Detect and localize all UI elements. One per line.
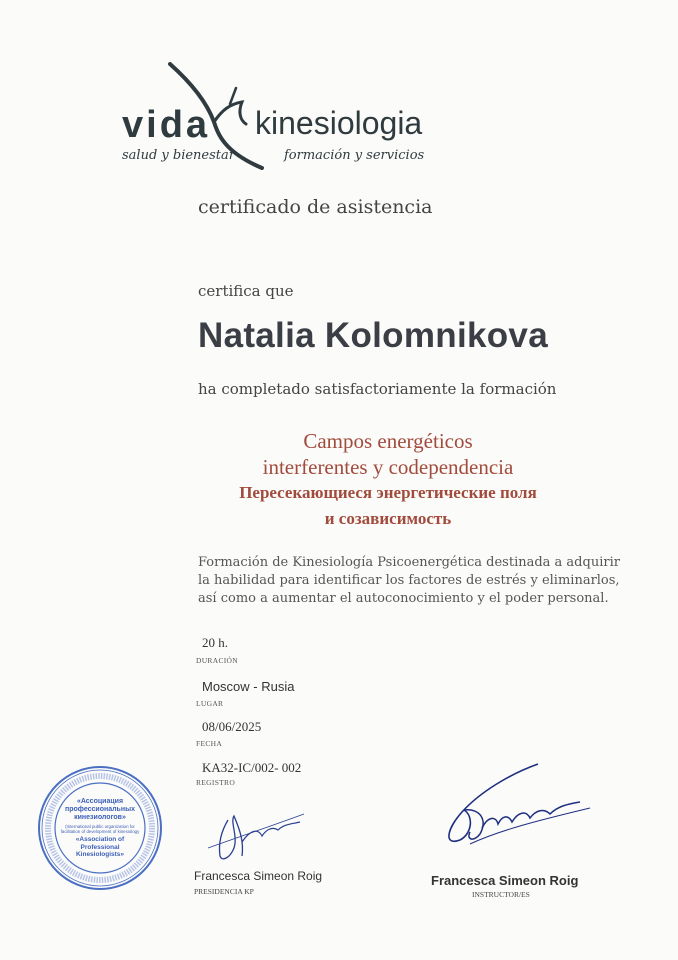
certificate-title: certificado de asistencia — [198, 196, 433, 218]
association-stamp — [36, 764, 164, 892]
stamp-line: кинезиологов» — [74, 814, 126, 821]
registry-value: KA32-IC/002- 002 — [202, 760, 302, 775]
course-title-ru-line1: Пересекающиеся энергетические поля — [239, 483, 537, 502]
vida-kinesiologia-logo — [118, 60, 438, 170]
place-label: LUGAR — [196, 699, 224, 708]
instructor-signature-icon — [440, 760, 600, 860]
description-line: Formación de Kinesiología Psicoenergética destinada a adquirir — [198, 555, 620, 570]
place-value: Moscow - Rusia — [202, 679, 295, 694]
date-label: FECHA — [196, 739, 223, 748]
course-title-es-line1: Campos energéticos — [303, 429, 473, 453]
description-line: así como a aumentar el autoconocimiento y el poder personal. — [198, 591, 609, 606]
duration-value: 20 h. — [202, 635, 228, 650]
stamp-text — [58, 798, 142, 859]
stamp-line: «Ассоциация — [76, 798, 124, 805]
registry-label: REGISTRO — [196, 778, 236, 787]
logo-tagline-right: formación y servicios — [284, 148, 425, 163]
course-description — [198, 554, 620, 608]
description-line: la habilidad para identificar los factores de estrés y eliminarlos, — [198, 573, 620, 588]
stamp-line: (International public organization for — [65, 824, 135, 829]
president-signature-icon — [200, 800, 310, 866]
date-value: 08/06/2025 — [202, 719, 262, 734]
president-name: Francesca Simeon Roig — [194, 869, 323, 883]
logo-word: kinesiologia — [255, 105, 423, 141]
stamp-line: Kinesiologists» — [75, 851, 125, 858]
stamp-line: facilitation of development of kinesiology — [60, 829, 140, 834]
president-role: PRESIDENCIA KP — [194, 887, 254, 896]
instructor-role: INSTRUCTOR/ES — [472, 890, 530, 899]
duration-label: DURACIÓN — [196, 656, 238, 665]
logo-tagline-left: salud y bienestar — [122, 148, 235, 163]
logo-brand: vida — [122, 104, 211, 146]
instructor-name: Francesca Simeon Roig — [431, 873, 579, 888]
completed-text: ha completado satisfactoriamente la formación — [198, 380, 557, 398]
stamp-line: профессиональных — [65, 806, 135, 813]
stamp-line: «Association of Professional — [75, 836, 125, 851]
course-title-es-line2: interferentes y codependencia — [262, 455, 514, 479]
recipient-name: Natalia Kolomnikova — [198, 316, 548, 355]
certifies-text: certifica que — [198, 282, 294, 300]
course-title-ru-line2: и созависимость — [324, 509, 452, 528]
